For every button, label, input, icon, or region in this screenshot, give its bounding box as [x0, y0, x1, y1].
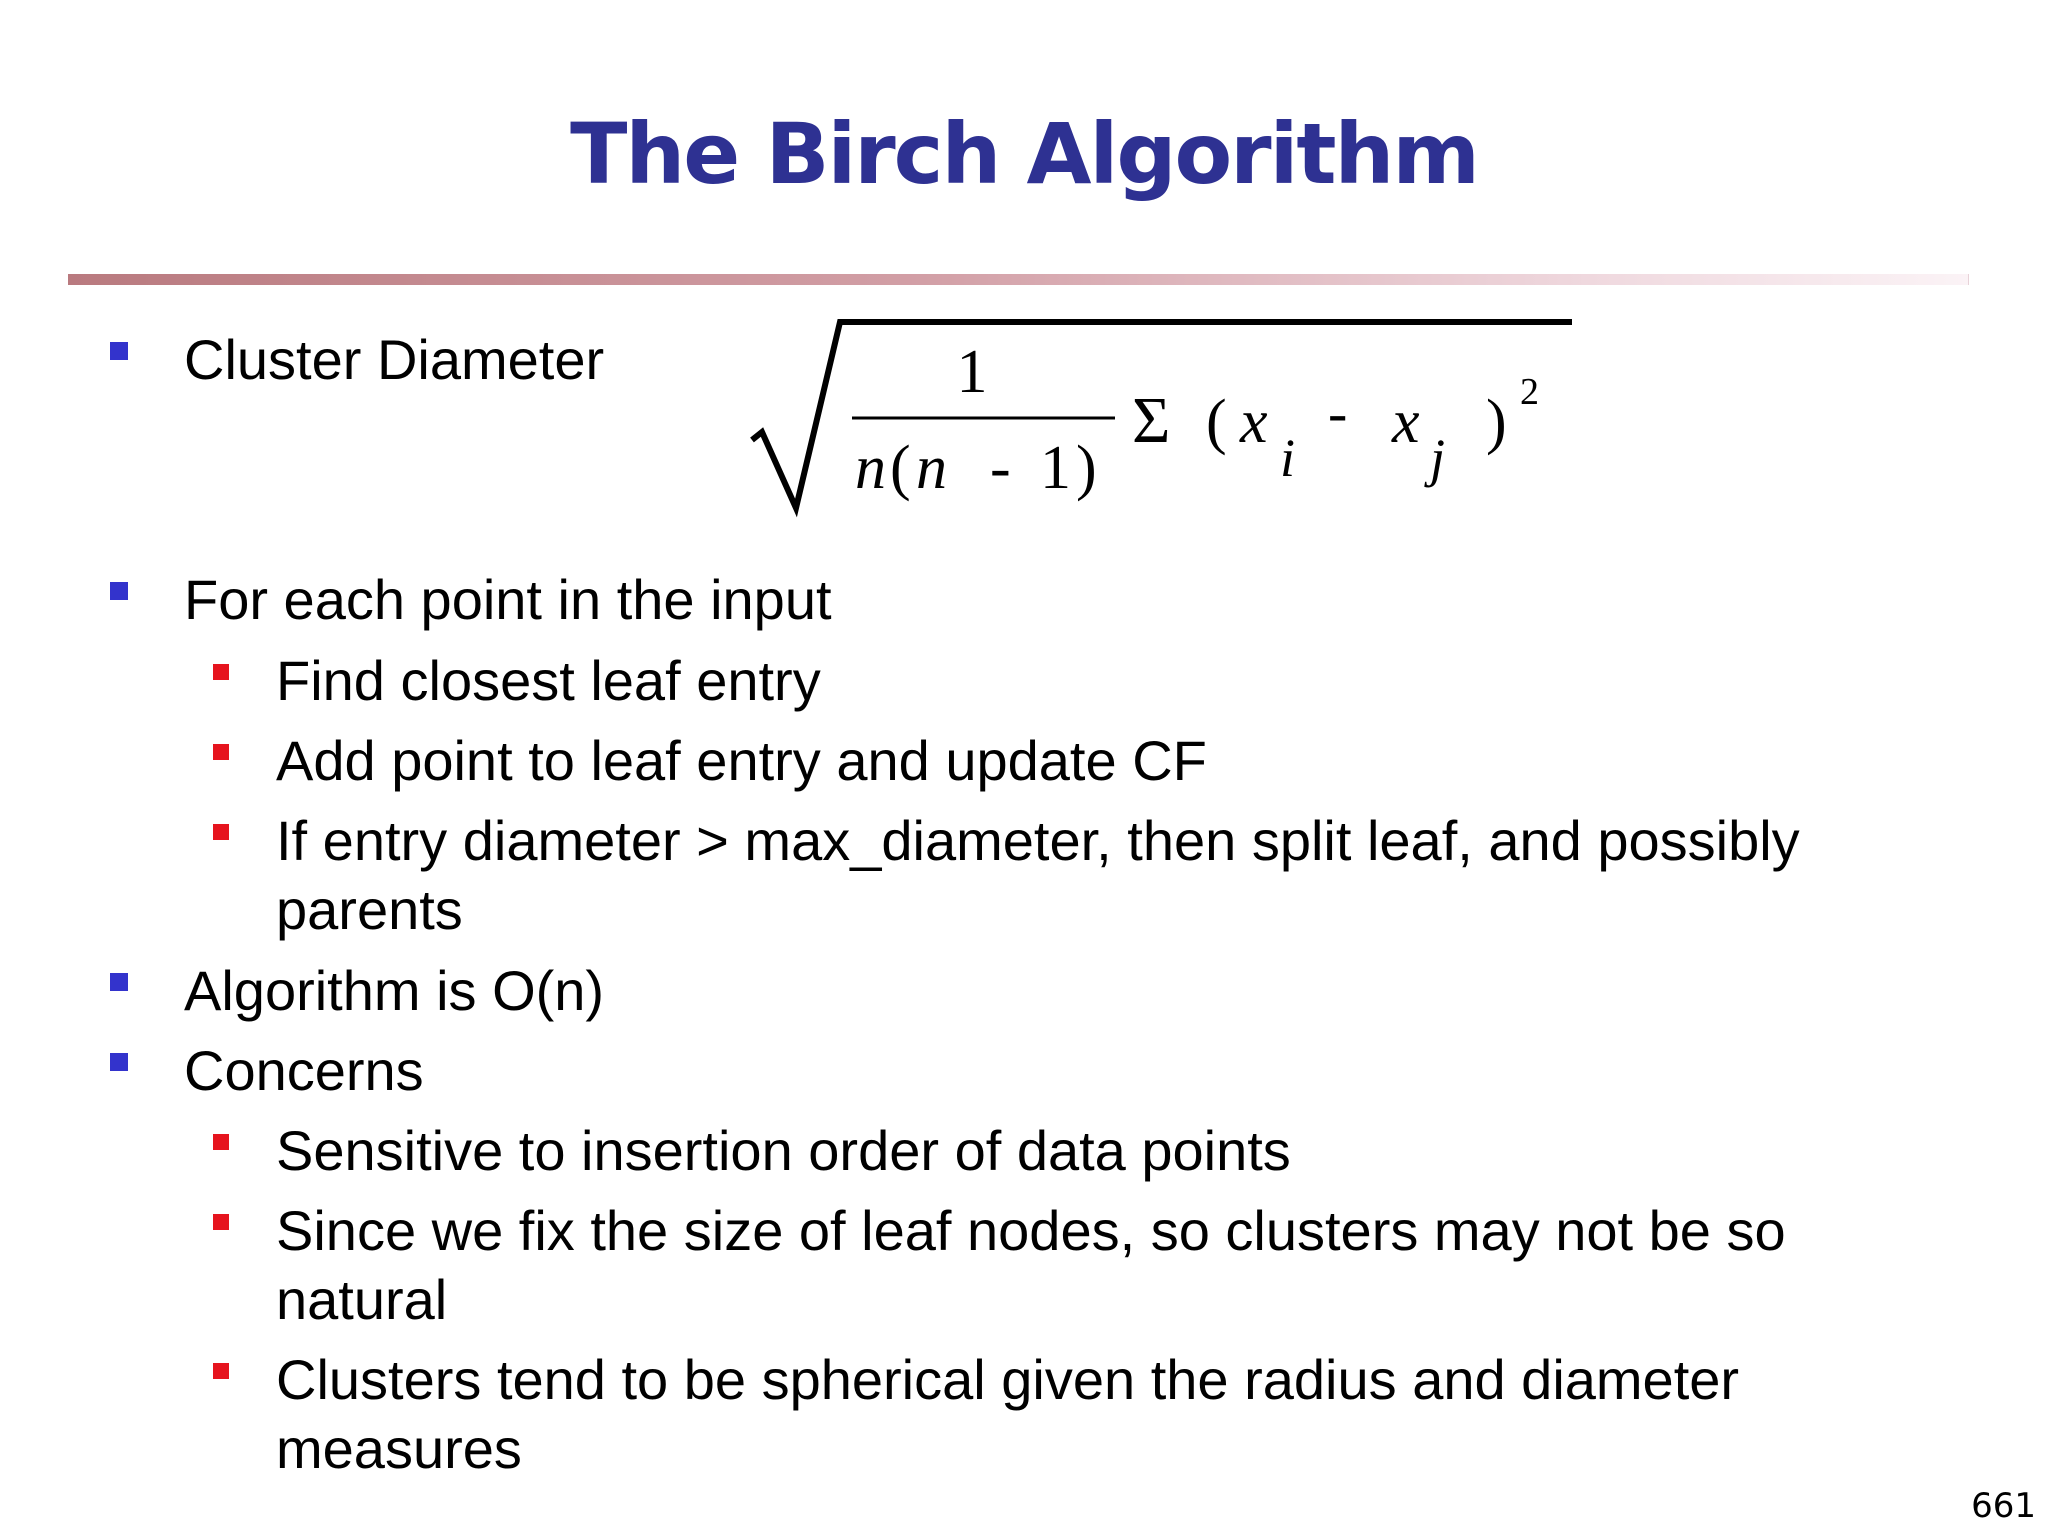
bullet-marker: [110, 582, 128, 600]
sub-bullet-text-find-closest: Find closest leaf entry: [276, 649, 821, 712]
formula-denominator-minus: -: [990, 434, 1011, 502]
sub-bullet-text-spherical: Clusters tend to be spherical given the radius and diameter: [276, 1348, 1740, 1411]
formula-denominator-one: 1: [1040, 434, 1071, 502]
formula-denominator-n: n: [855, 434, 886, 502]
sub-bullet-text-split-leaf-cont: parents: [276, 878, 463, 941]
sub-bullet-marker: [213, 1134, 229, 1150]
formula-numerator: 1: [956, 338, 988, 406]
sub-bullet-marker: [213, 1214, 229, 1230]
bullet-marker: [110, 973, 128, 991]
formula-close-paren: ): [1486, 388, 1507, 456]
bullet-marker: [110, 1053, 128, 1071]
formula-denominator-close: ): [1076, 434, 1097, 502]
formula-sub-i: i: [1280, 428, 1296, 488]
cluster-diameter-formula: [740, 300, 1580, 530]
sub-bullet-marker: [213, 824, 229, 840]
bullet-marker: [110, 342, 128, 360]
sub-bullet-text-split-leaf: If entry diameter > max_diameter, then split leaf, and possibly: [276, 809, 1800, 872]
formula-exponent: 2: [1520, 371, 1539, 413]
sub-bullet-marker: [213, 744, 229, 760]
sub-bullet-text-insertion-order: Sensitive to insertion order of data points: [276, 1119, 1291, 1182]
sub-bullet-text-add-point: Add point to leaf entry and update CF: [276, 729, 1207, 792]
formula-minus: -: [1328, 380, 1348, 445]
formula-x-i: x: [1240, 388, 1268, 456]
bullet-text-concerns: Concerns: [184, 1039, 424, 1102]
slide-title: The Birch Algorithm: [570, 105, 1478, 203]
bullet-text-for-each-point: For each point in the input: [184, 568, 832, 631]
formula-denominator-open: (: [890, 434, 911, 502]
bullet-text-complexity: Algorithm is O(n): [184, 959, 605, 1022]
page-number: 661: [1971, 1486, 2036, 1526]
sub-bullet-text-spherical-cont: measures: [276, 1417, 522, 1480]
sub-bullet-text-leaf-size-cont: natural: [276, 1268, 448, 1331]
formula-open-paren: (: [1206, 388, 1227, 456]
title-divider: [68, 274, 1969, 285]
formula-sub-j: j: [1430, 428, 1446, 488]
bullet-text-cluster-diameter: Cluster Diameter: [184, 328, 605, 391]
summation-sign: Σ: [1132, 384, 1171, 457]
formula-denominator-n2: n: [916, 434, 947, 502]
sub-bullet-text-leaf-size: Since we fix the size of leaf nodes, so clusters may not be so: [276, 1199, 1786, 1262]
sub-bullet-marker: [213, 664, 229, 680]
sub-bullet-marker: [213, 1363, 229, 1379]
formula-x-j: x: [1392, 388, 1420, 456]
